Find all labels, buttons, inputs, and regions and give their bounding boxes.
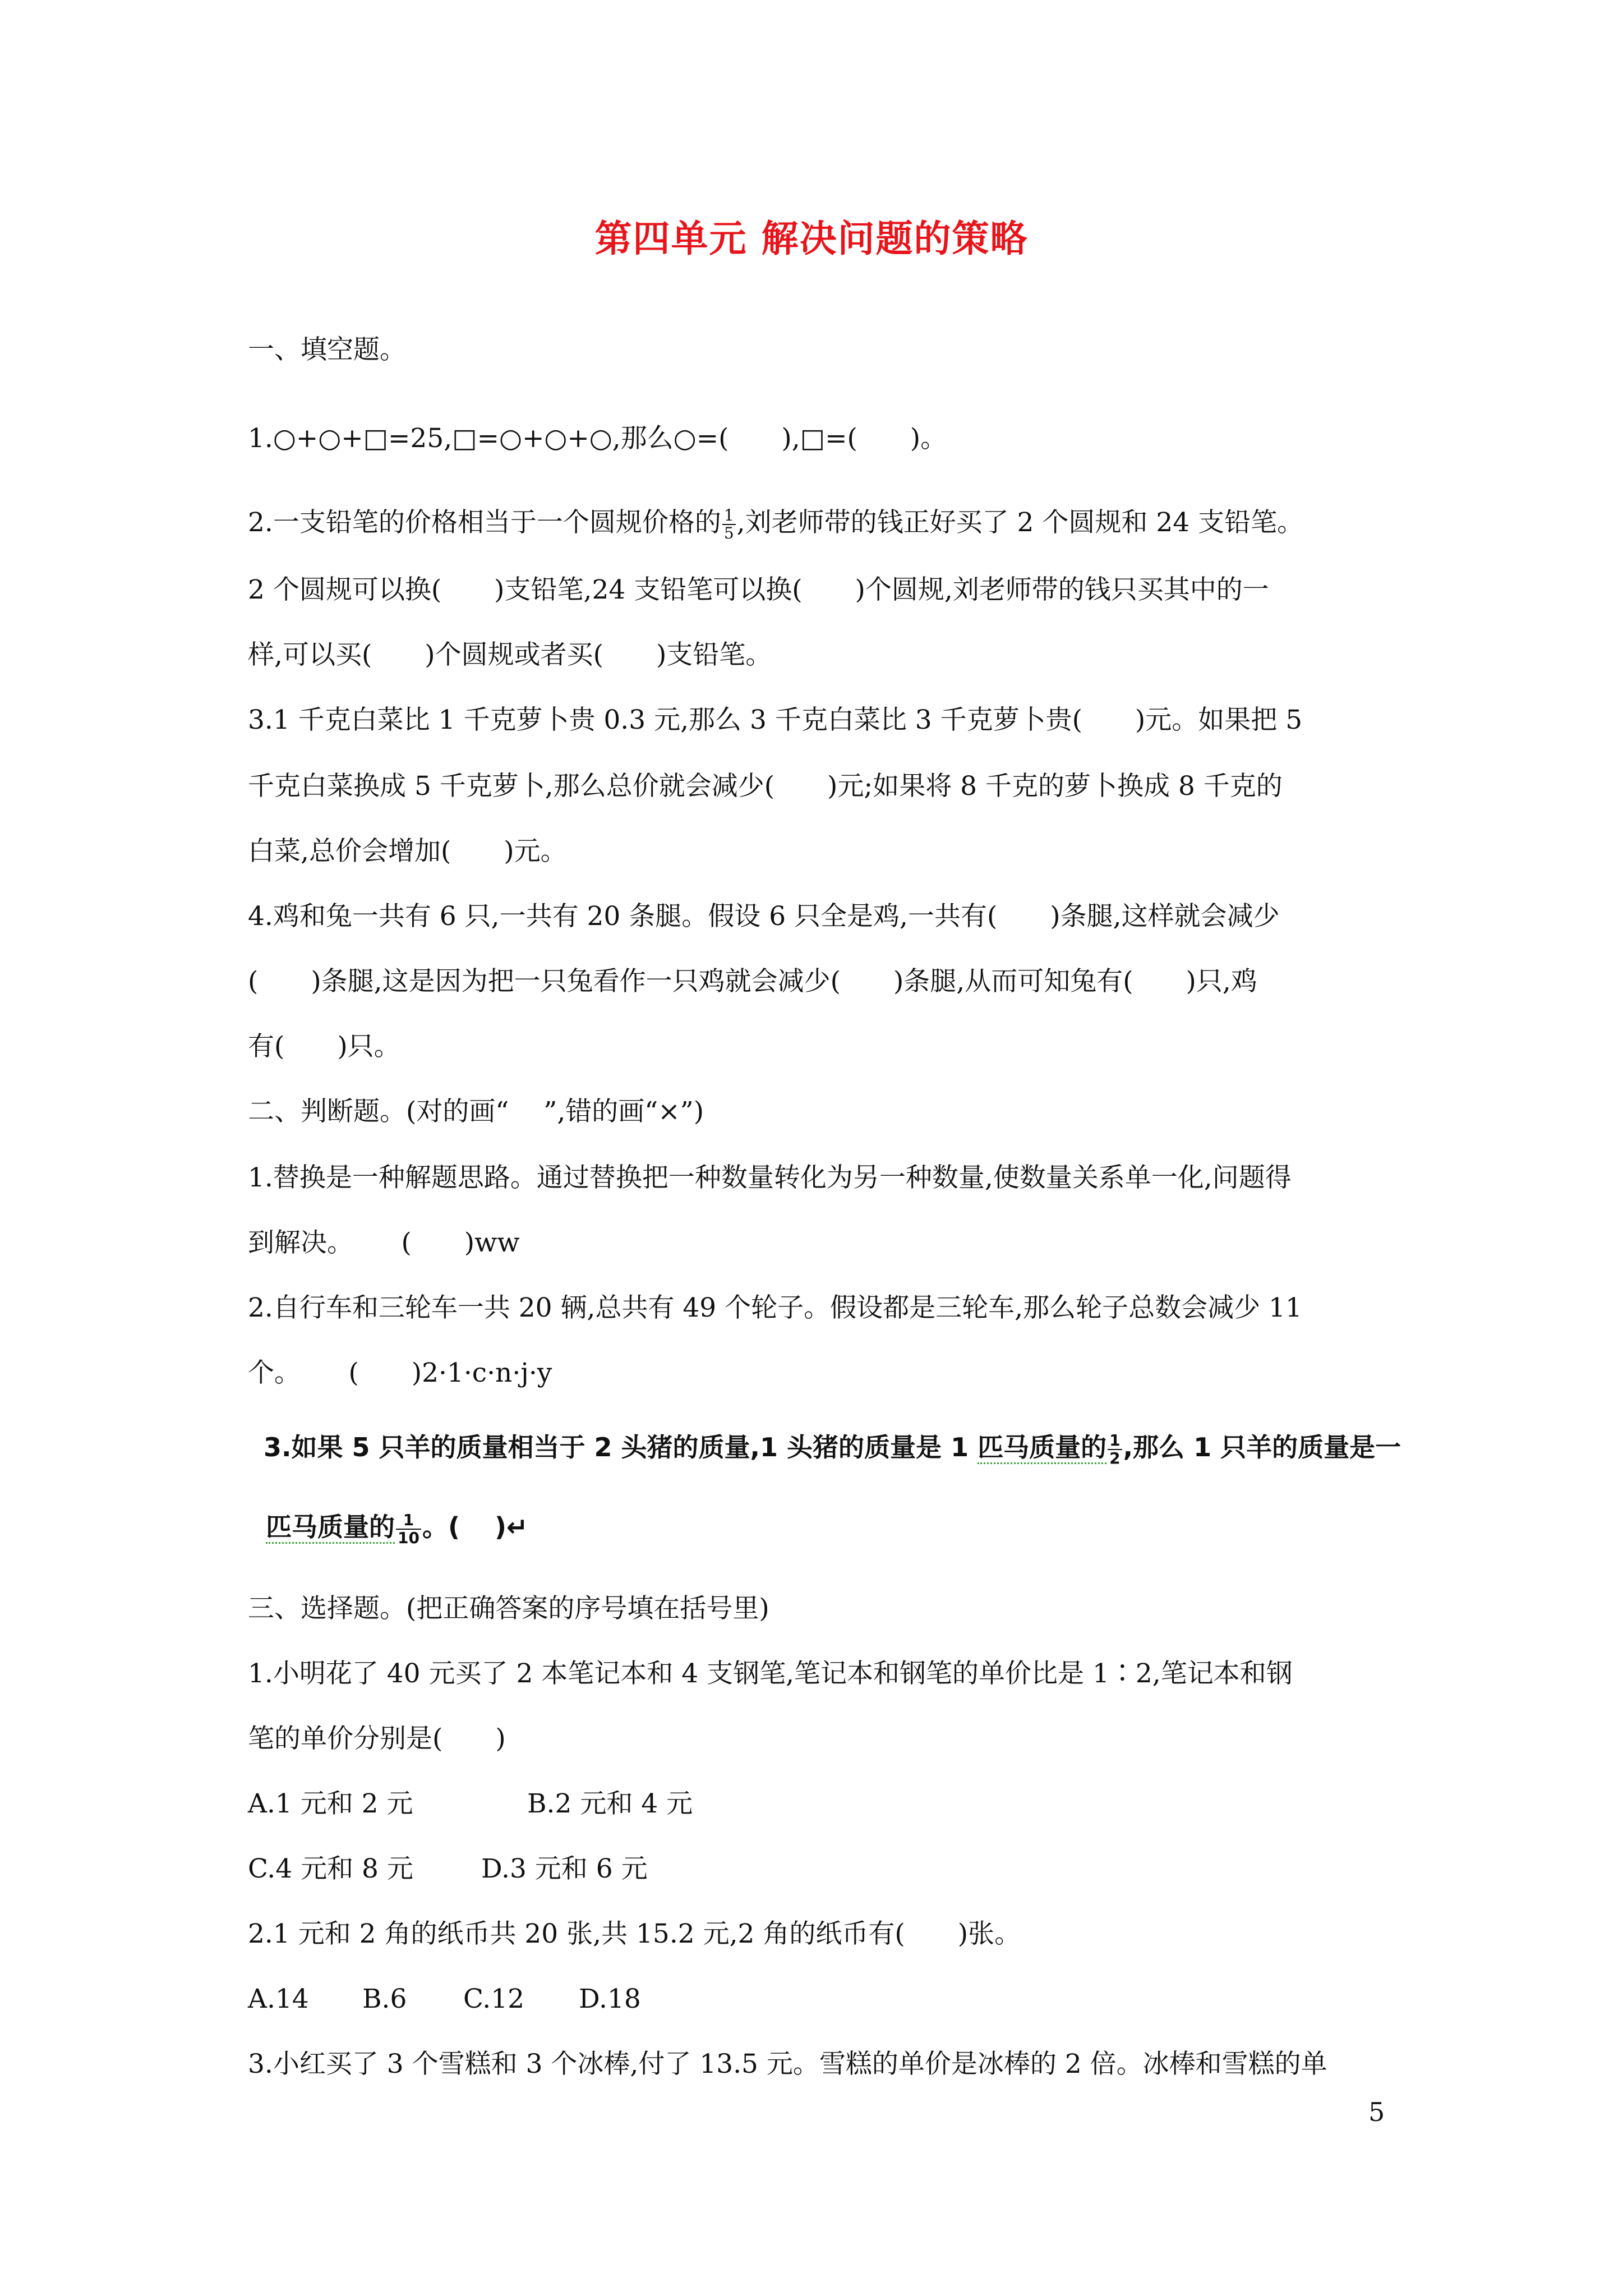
- judge-q3-text-b: ,那么 1 只羊的质量是一: [1123, 1432, 1401, 1462]
- fill-q3-line3: 白菜,总价会增加( )元。: [248, 836, 567, 867]
- fraction-one-fifth: [722, 507, 736, 542]
- fraction-numerator: 1: [396, 1512, 421, 1530]
- choice-q1-option-b: B.2 元和 4 元: [527, 1788, 693, 1819]
- choice-q2-line1: 2.1 元和 2 角的纸币共 20 张,共 15.2 元,2 角的纸币有( )张。: [248, 1918, 1021, 1949]
- fraction-denominator: 2: [1109, 1448, 1121, 1467]
- choice-q1-line2: 笔的单价分别是( ): [248, 1723, 506, 1754]
- fill-q2-text-a: 2.一支铅笔的价格相当于一个圆规价格的: [248, 507, 721, 538]
- choice-q1-option-a: A.1 元和 2 元: [248, 1788, 413, 1819]
- choice-q2-option-d: D.18: [579, 1984, 641, 2014]
- judge-q2-line2: 个。 ( )2·1·c·n·j·y: [248, 1358, 552, 1388]
- judge-q3-squiggle-a: 匹马质量的: [978, 1432, 1106, 1464]
- fill-q4-line3: 有( )只。: [248, 1031, 400, 1062]
- choice-q2-option-a: A.14: [248, 1984, 309, 2014]
- section3-heading: 三、选择题。(把正确答案的序号填在括号里): [248, 1593, 769, 1624]
- choice-q1-option-c: C.4 元和 8 元: [248, 1853, 413, 1884]
- fraction-denominator: 10: [398, 1528, 419, 1547]
- choice-q2-option-c: C.12: [463, 1984, 525, 2014]
- choice-q1-line1: 1.小明花了 40 元买了 2 本笔记本和 4 支钢笔,笔记本和钢笔的单价比是 1∶2,笔记本和钢: [248, 1658, 1293, 1689]
- choice-q2-option-b: B.6: [362, 1984, 407, 2014]
- section1-heading: 一、填空题。: [248, 334, 406, 365]
- judge-q3-line2: [266, 1509, 1410, 1547]
- fraction-numerator: 1: [1108, 1432, 1122, 1450]
- fill-q3-line1: 3.1 千克白菜比 1 千克萝卜贵 0.3 元,那么 3 千克白菜比 3 千克萝卜贵( )元。如果把 5: [248, 705, 1303, 735]
- fraction-denominator: 5: [723, 524, 734, 542]
- fill-q3-line2: 千克白菜换成 5 千克萝卜,那么总价就会减少( )元;如果将 8 千克的萝卜换成 8 千克的: [248, 771, 1283, 802]
- fill-q2-line3: 样,可以买( )个圆规或者买( )支铅笔。: [248, 639, 772, 670]
- judge-q3-text-a: 3.如果 5 只羊的质量相当于 2 头猪的质量,1 头猪的质量是 1: [264, 1432, 978, 1462]
- judge-q3-line1: [264, 1429, 1408, 1467]
- fill-q4-line2: ( )条腿,这是因为把一只兔看作一只鸡就会减少( )条腿,从而可知兔有( )只,鸡: [248, 966, 1257, 997]
- choice-q1-option-d: D.3 元和 6 元: [481, 1853, 648, 1884]
- page-title: 第四单元 解决问题的策略: [594, 217, 1029, 260]
- fill-q1: 1.○+○+□=25,□=○+○+○,那么○=( ),□=( )。: [248, 423, 947, 454]
- judge-q3-squiggle-b: 匹马质量的: [266, 1512, 395, 1544]
- judge-q1-line2: 到解决。 ( )ww: [248, 1227, 520, 1258]
- judge-q3-text-c: 。( )↵: [422, 1512, 528, 1542]
- fill-q2-line1: [248, 505, 1392, 542]
- fill-q2-text-b: ,刘老师带的钱正好买了 2 个圆规和 24 支铅笔。: [736, 507, 1304, 538]
- judge-q2-line1: 2.自行车和三轮车一共 20 辆,总共有 49 个轮子。假设都是三轮车,那么轮子总数会减少 11: [248, 1292, 1302, 1323]
- section2-heading: 二、判断题。(对的画“ ”,错的画“×”): [248, 1096, 704, 1127]
- fill-q2-line2: 2 个圆规可以换( )支铅笔,24 支铅笔可以换( )个圆规,刘老师带的钱只买其中的一: [248, 574, 1269, 605]
- choice-q3-line1: 3.小红买了 3 个雪糕和 3 个冰棒,付了 13.5 元。雪糕的单价是冰棒的 2 倍。冰棒和雪糕的单: [248, 2049, 1327, 2079]
- fraction-one-tenth: [396, 1512, 421, 1547]
- page-number: 5: [1368, 2097, 1385, 2127]
- fraction-numerator: 1: [722, 507, 736, 525]
- fill-q4-line1: 4.鸡和兔一共有 6 只,一共有 20 条腿。假设 6 只全是鸡,一共有( )条腿,这样就会减少: [248, 901, 1280, 932]
- judge-q1-line1: 1.替换是一种解题思路。通过替换把一种数量转化为另一种数量,使数量关系单一化,问题得: [248, 1162, 1292, 1193]
- fraction-one-half: [1108, 1432, 1122, 1467]
